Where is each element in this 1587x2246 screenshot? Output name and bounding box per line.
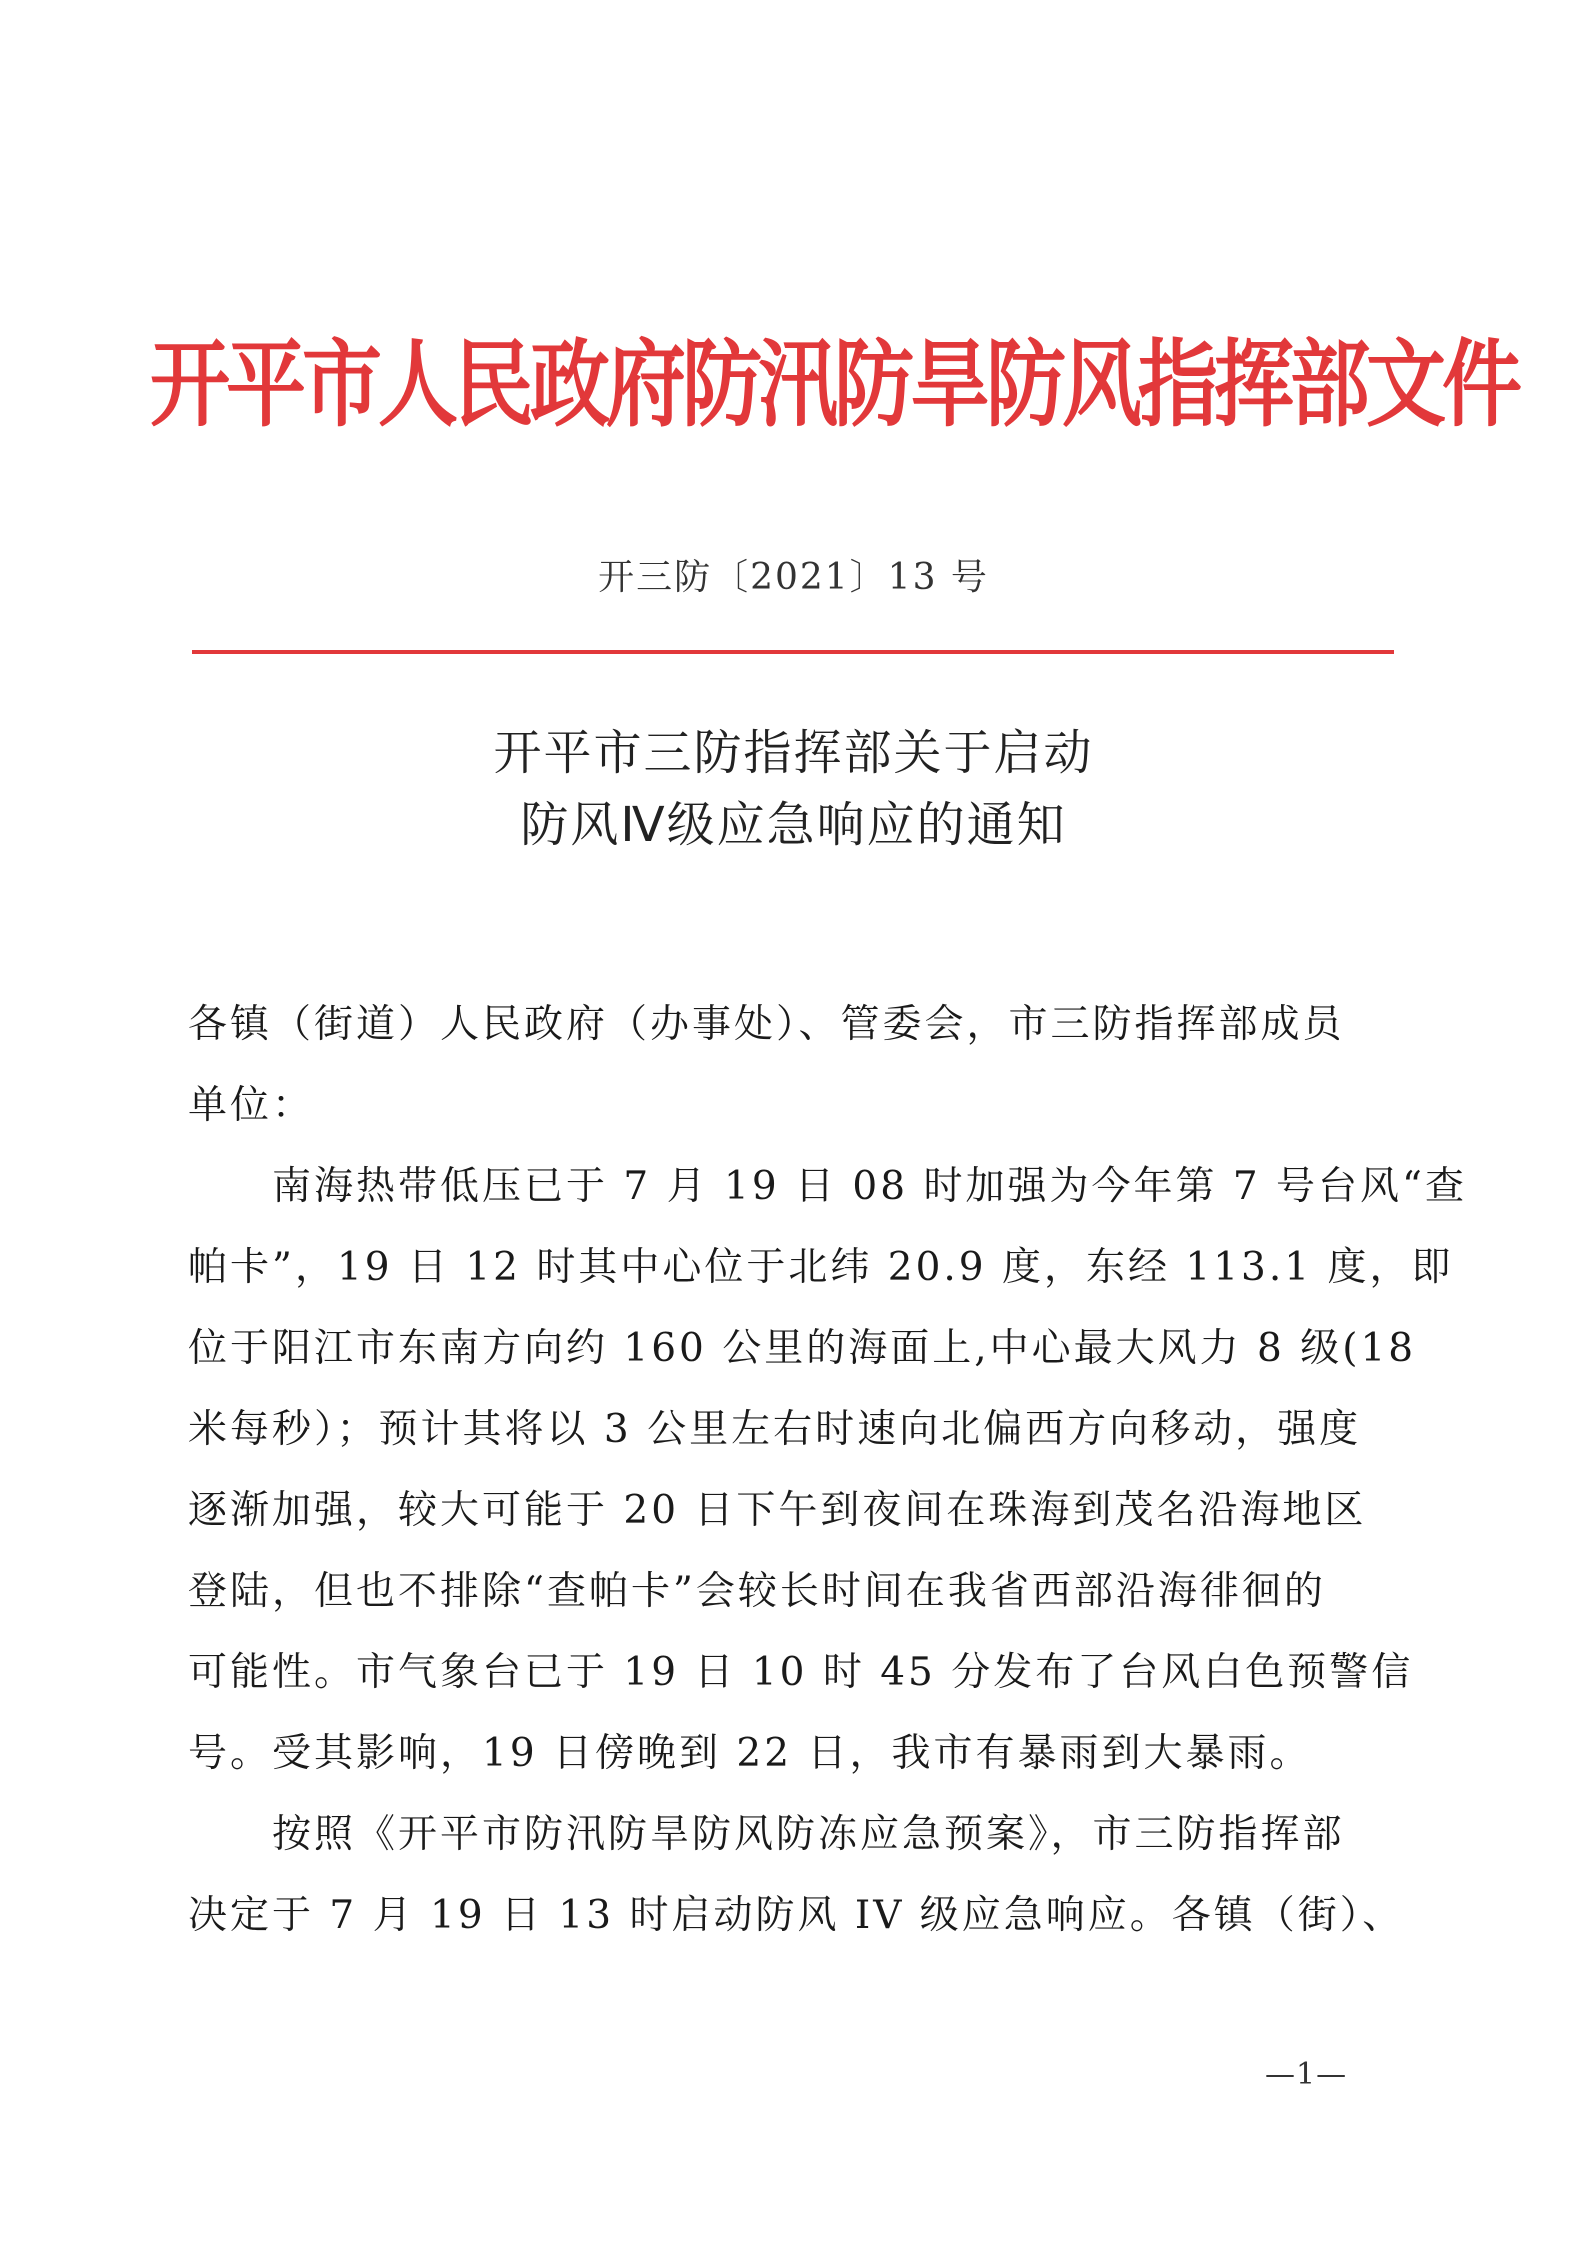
- body-line-10: 号。受其影响，19 日傍晚到 22 日，我市有暴雨到大暴雨。: [188, 1731, 1312, 1776]
- body-line-5: 位于阳江市东南方向约 160 公里的海面上,中心最大风力 8 级(18: [188, 1326, 1417, 1371]
- page-number: —1—: [1265, 2057, 1348, 2092]
- body-line-11: 按照《开平市防汛防旱防风防冻应急预案》，市三防指挥部: [188, 1812, 1345, 1857]
- issuing-authority-title: 开平市人民政府防汛防旱防风指挥部文件: [150, 329, 1518, 440]
- body-line-4: 帕卡”，19 日 12 时其中心位于北纬 20.9 度，东经 113.1 度，即: [188, 1245, 1454, 1290]
- body-line-8: 登陆，但也不排除“查帕卡”会较长时间在我省西部沿海徘徊的: [188, 1569, 1326, 1614]
- body-line-1: 各镇（街道）人民政府（办事处）、管委会，市三防指挥部成员: [188, 1002, 1345, 1047]
- body-line-12: 决定于 7 月 19 日 13 时启动防风 IV 级应急响应。各镇（街）、: [188, 1893, 1405, 1938]
- red-separator-line: [192, 650, 1394, 654]
- notice-title-line-2: 防风Ⅳ级应急响应的通知: [520, 797, 1067, 853]
- body-line-3: 南海热带低压已于 7 月 19 日 08 时加强为今年第 7 号台风“查: [188, 1164, 1467, 1209]
- body-line-7: 逐渐加强，较大可能于 20 日下午到夜间在珠海到茂名沿海地区: [188, 1488, 1367, 1533]
- body-line-6: 米每秒）；预计其将以 3 公里左右时速向北偏西方向移动，强度: [188, 1407, 1362, 1452]
- document-number: 开三防〔2021〕13 号: [598, 557, 989, 598]
- body-line-9: 可能性。市气象台已于 19 日 10 时 45 分发布了台风白色预警信: [188, 1650, 1414, 1695]
- notice-title-line-1: 开平市三防指挥部关于启动: [493, 725, 1094, 781]
- body-line-2: 单位：: [188, 1083, 315, 1128]
